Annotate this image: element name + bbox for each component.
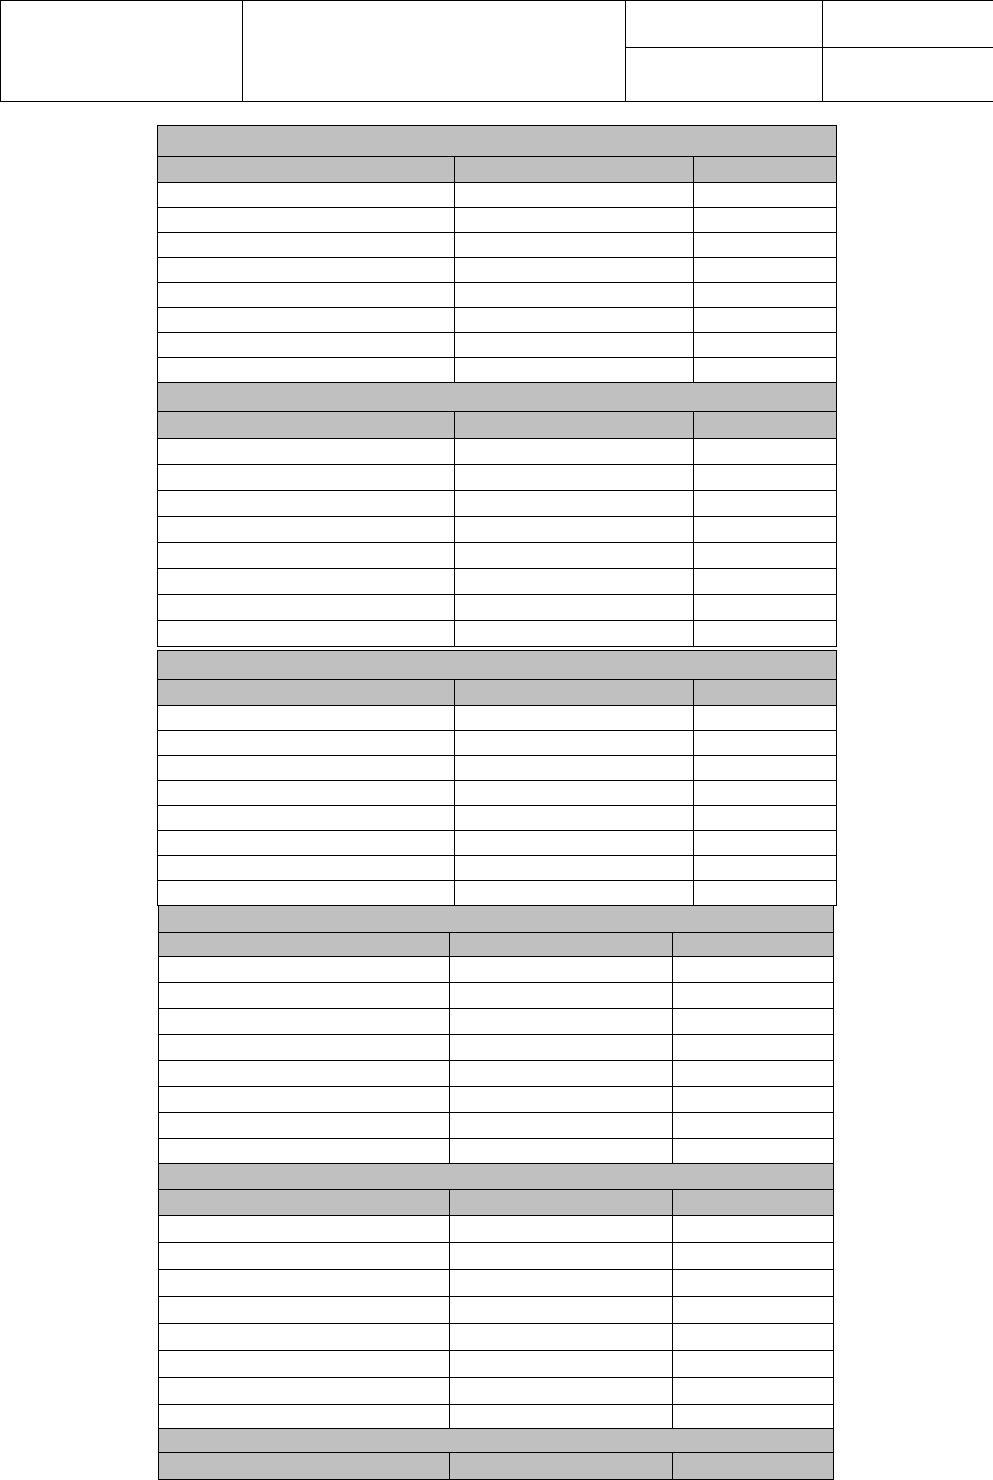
table-cell <box>159 1297 450 1324</box>
table-cell <box>694 781 837 806</box>
table-row <box>158 856 837 881</box>
table-cell <box>158 465 455 491</box>
table-cell <box>158 517 455 543</box>
table-row <box>159 1035 834 1061</box>
table-row <box>158 731 837 756</box>
section-title <box>158 126 837 157</box>
table-row <box>159 1139 834 1165</box>
table-cell <box>455 543 694 569</box>
table-row <box>158 543 837 569</box>
table-cell <box>455 183 694 208</box>
table-cell <box>158 621 455 647</box>
section-title <box>159 1164 834 1190</box>
table-cell <box>694 543 837 569</box>
table-cell <box>694 621 837 647</box>
table-cell <box>694 517 837 543</box>
table-row <box>158 881 837 906</box>
section-title <box>158 651 837 680</box>
table-cell <box>158 233 455 258</box>
table-cell <box>159 1324 450 1351</box>
table-row <box>159 1324 834 1351</box>
column-header <box>450 1453 673 1480</box>
column-header <box>158 680 455 706</box>
table-cell <box>694 569 837 595</box>
table-cell <box>455 208 694 233</box>
table-cell <box>694 258 837 283</box>
table-cell <box>694 831 837 856</box>
table-cell <box>694 731 837 756</box>
table-cell <box>158 731 455 756</box>
table-cell <box>673 1113 834 1139</box>
table-row <box>159 957 834 983</box>
table-cell <box>694 333 837 358</box>
table-cell <box>159 957 450 983</box>
table-row <box>159 1216 834 1243</box>
table-row <box>158 569 837 595</box>
table-cell <box>455 308 694 333</box>
table-row <box>159 983 834 1009</box>
table-cell <box>159 1061 450 1087</box>
table-cell <box>673 1270 834 1297</box>
table-cell <box>673 1061 834 1087</box>
table-cell <box>455 333 694 358</box>
table-cell <box>455 491 694 517</box>
table-cell <box>450 1035 673 1061</box>
section-table-5 <box>158 1163 834 1432</box>
table-cell <box>694 208 837 233</box>
table-cell <box>450 1061 673 1087</box>
column-header <box>159 1190 450 1216</box>
column-header <box>158 412 455 439</box>
meta-label-1 <box>626 1 823 48</box>
table-cell <box>158 595 455 621</box>
table-cell <box>159 983 450 1009</box>
table-cell <box>158 543 455 569</box>
table-cell <box>673 1324 834 1351</box>
meta-label-2 <box>626 48 823 102</box>
table-cell <box>450 1351 673 1378</box>
column-header <box>159 1453 450 1480</box>
column-header <box>450 1190 673 1216</box>
table-cell <box>455 465 694 491</box>
table-cell <box>694 706 837 731</box>
table-cell <box>455 283 694 308</box>
column-header <box>158 157 455 183</box>
table-cell <box>673 983 834 1009</box>
table-row <box>158 517 837 543</box>
table-cell <box>455 781 694 806</box>
table-cell <box>158 183 455 208</box>
table-cell <box>694 491 837 517</box>
table-cell <box>159 1270 450 1297</box>
table-row <box>158 831 837 856</box>
table-row <box>159 1061 834 1087</box>
table-row <box>158 308 837 333</box>
column-header <box>673 1190 834 1216</box>
table-cell <box>694 756 837 781</box>
table-row <box>159 1378 834 1405</box>
column-header <box>694 157 837 183</box>
table-cell <box>450 1324 673 1351</box>
section-table-4 <box>158 905 834 1165</box>
table-cell <box>455 806 694 831</box>
table-cell <box>158 706 455 731</box>
table-cell <box>450 1216 673 1243</box>
table-cell <box>694 856 837 881</box>
column-header <box>450 933 673 957</box>
table-cell <box>158 283 455 308</box>
section-table-2 <box>157 382 837 647</box>
table-row <box>158 465 837 491</box>
table-row <box>158 756 837 781</box>
table-cell <box>673 1297 834 1324</box>
table-cell <box>450 1378 673 1405</box>
table-row <box>158 208 837 233</box>
column-header <box>159 933 450 957</box>
logo-cell <box>1 1 243 102</box>
table-row <box>158 283 837 308</box>
table-cell <box>455 731 694 756</box>
table-cell <box>673 1139 834 1165</box>
table-cell <box>159 1216 450 1243</box>
column-header <box>673 1453 834 1480</box>
table-row <box>158 781 837 806</box>
table-row <box>158 358 837 383</box>
table-cell <box>673 1243 834 1270</box>
table-row <box>158 183 837 208</box>
table-cell <box>455 569 694 595</box>
table-cell <box>694 806 837 831</box>
table-cell <box>694 439 837 465</box>
section-title <box>159 1429 834 1453</box>
table-row <box>158 258 837 283</box>
table-cell <box>158 756 455 781</box>
table-row <box>158 439 837 465</box>
table-cell <box>158 569 455 595</box>
table-cell <box>673 1009 834 1035</box>
table-row <box>159 1297 834 1324</box>
table-cell <box>159 1087 450 1113</box>
table-cell <box>158 491 455 517</box>
column-header <box>455 680 694 706</box>
table-cell <box>159 1351 450 1378</box>
column-header <box>694 412 837 439</box>
table-cell <box>450 957 673 983</box>
table-cell <box>158 881 455 906</box>
meta-value-1 <box>823 1 993 48</box>
table-cell <box>158 358 455 383</box>
table-cell <box>455 595 694 621</box>
table-cell <box>455 233 694 258</box>
table-cell <box>455 706 694 731</box>
table-cell <box>455 621 694 647</box>
section-table-1 <box>157 125 837 383</box>
table-cell <box>450 1243 673 1270</box>
table-row <box>159 1009 834 1035</box>
column-header <box>673 933 834 957</box>
table-cell <box>694 465 837 491</box>
table-cell <box>450 1139 673 1165</box>
table-row <box>158 621 837 647</box>
table-row <box>159 1113 834 1139</box>
section-table-3 <box>157 650 837 906</box>
table-cell <box>159 1113 450 1139</box>
table-cell <box>673 1351 834 1378</box>
section-title <box>159 906 834 933</box>
table-cell <box>455 856 694 881</box>
table-cell <box>455 258 694 283</box>
table-cell <box>158 856 455 881</box>
table-cell <box>455 358 694 383</box>
table-cell <box>455 756 694 781</box>
table-row <box>158 233 837 258</box>
table-cell <box>455 831 694 856</box>
table-cell <box>158 781 455 806</box>
table-row <box>159 1087 834 1113</box>
table-cell <box>158 208 455 233</box>
table-cell <box>450 1113 673 1139</box>
table-row <box>158 491 837 517</box>
table-cell <box>158 308 455 333</box>
table-row <box>158 333 837 358</box>
meta-value-2 <box>823 48 993 102</box>
table-row <box>158 806 837 831</box>
column-header <box>455 412 694 439</box>
table-cell <box>159 1243 450 1270</box>
table-cell <box>159 1035 450 1061</box>
table-cell <box>450 983 673 1009</box>
table-cell <box>694 183 837 208</box>
table-cell <box>159 1378 450 1405</box>
table-cell <box>694 233 837 258</box>
table-row <box>159 1243 834 1270</box>
table-cell <box>694 358 837 383</box>
table-cell <box>158 333 455 358</box>
table-cell <box>450 1297 673 1324</box>
table-cell <box>450 1009 673 1035</box>
table-cell <box>158 258 455 283</box>
table-cell <box>159 1139 450 1165</box>
document-title-cell <box>243 1 626 102</box>
table-cell <box>694 881 837 906</box>
section-title <box>158 383 837 412</box>
table-cell <box>455 881 694 906</box>
document-header <box>0 0 993 102</box>
table-cell <box>455 517 694 543</box>
table-cell <box>158 831 455 856</box>
table-cell <box>673 1216 834 1243</box>
table-cell <box>450 1087 673 1113</box>
column-header <box>694 680 837 706</box>
table-cell <box>673 1087 834 1113</box>
table-cell <box>694 283 837 308</box>
table-cell <box>673 957 834 983</box>
table-row <box>159 1270 834 1297</box>
table-row <box>158 595 837 621</box>
table-cell <box>694 308 837 333</box>
section-table-6 <box>158 1428 834 1480</box>
column-header <box>455 157 694 183</box>
table-cell <box>450 1270 673 1297</box>
table-row <box>159 1351 834 1378</box>
table-cell <box>455 439 694 465</box>
table-cell <box>158 806 455 831</box>
table-cell <box>159 1009 450 1035</box>
table-cell <box>673 1035 834 1061</box>
table-cell <box>694 595 837 621</box>
table-cell <box>158 439 455 465</box>
table-cell <box>673 1378 834 1405</box>
table-row <box>158 706 837 731</box>
